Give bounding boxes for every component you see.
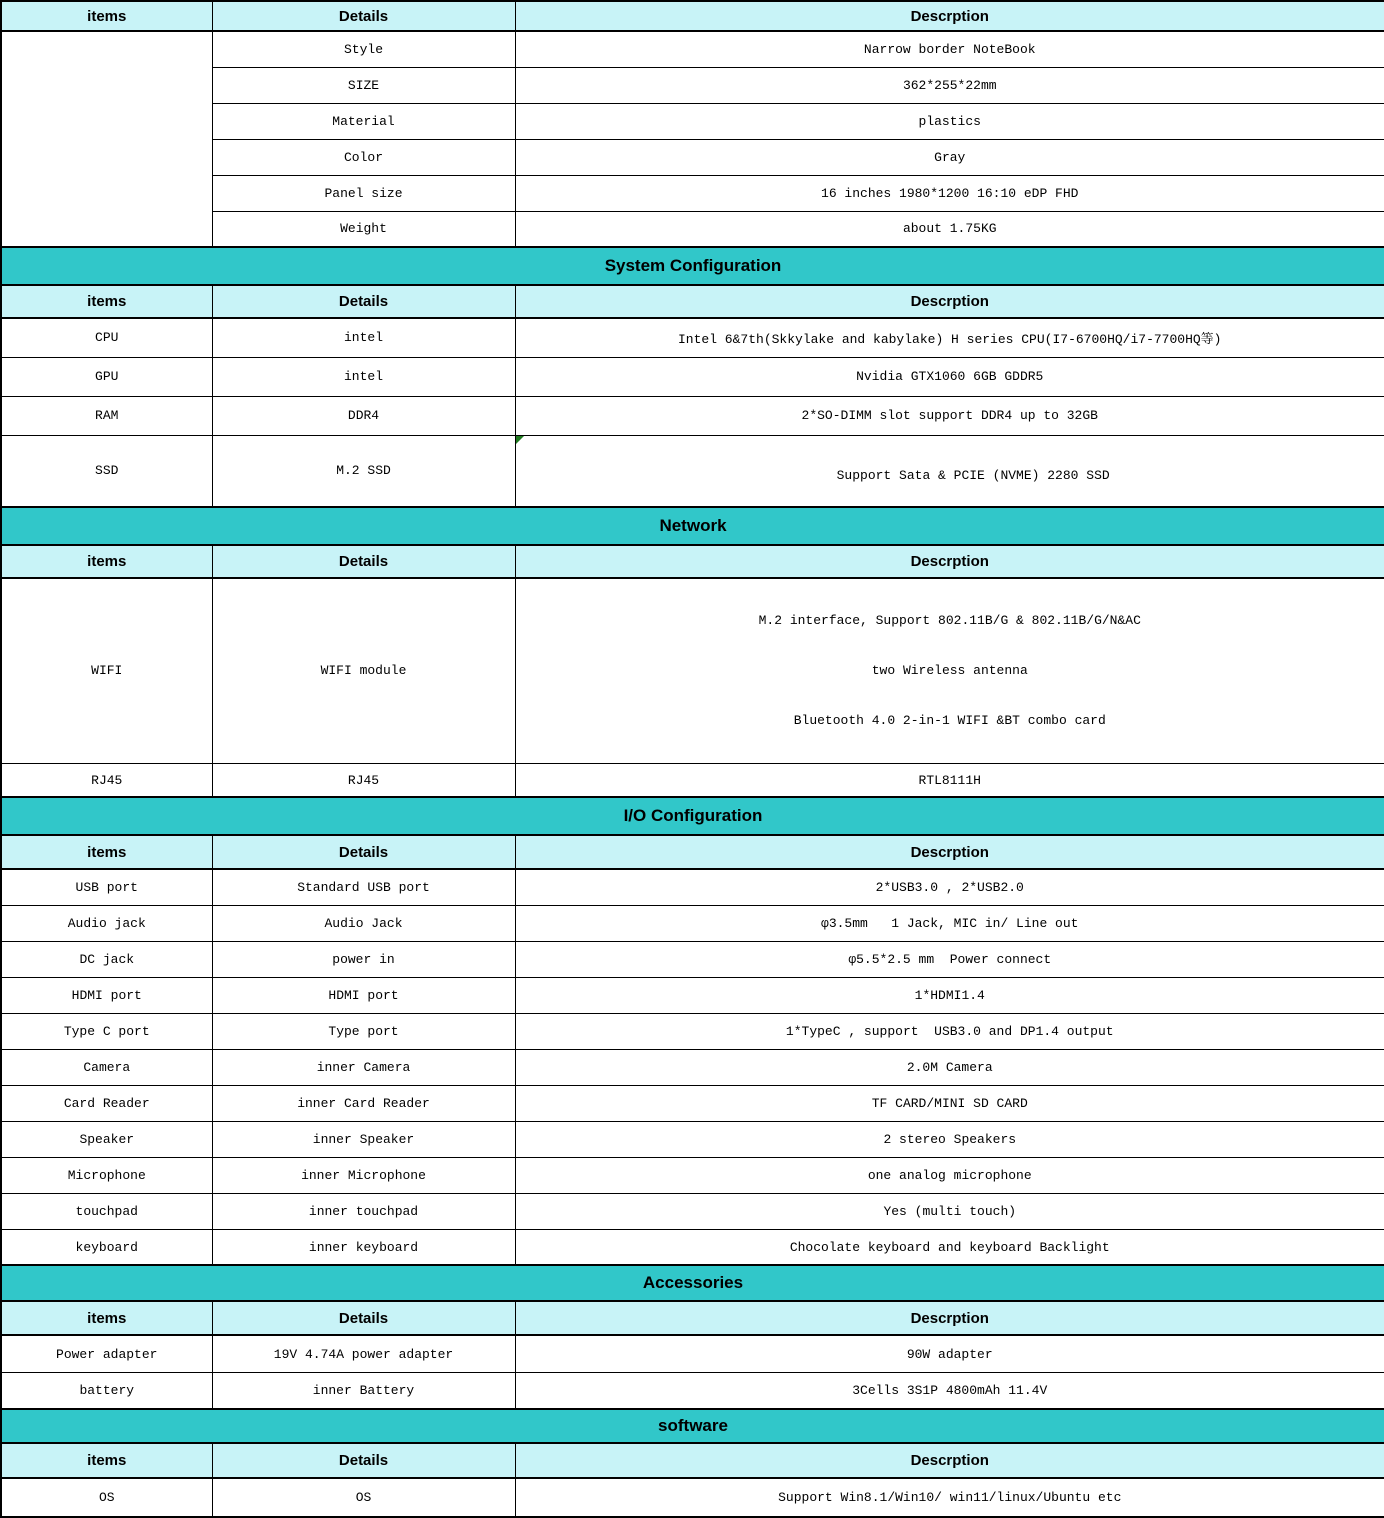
table-row-type-c-port: [1, 1013, 1384, 1049]
column-header-description: Descrption: [515, 1443, 1384, 1478]
cell-description: φ3.5mm 1 Jack, MIC in/ Line out: [515, 905, 1384, 941]
cell-details: Color: [212, 139, 515, 175]
cell-item: GPU: [1, 357, 212, 396]
column-header-items: items: [1, 545, 212, 578]
section-title: Network: [1, 507, 1384, 545]
cell-description: 2.0M Camera: [515, 1049, 1384, 1085]
column-header-details: Details: [212, 1443, 515, 1478]
cell-details: WIFI module: [212, 578, 515, 764]
column-header-description: Descrption: [515, 835, 1384, 869]
column-header-details: Details: [212, 835, 515, 869]
section-banner-io-configuration: [1, 797, 1384, 835]
table-row-ssd: [1, 435, 1384, 507]
cell-description: 2*SO-DIMM slot support DDR4 up to 32GB: [515, 396, 1384, 435]
cell-description: 16 inches 1980*1200 16:10 eDP FHD: [515, 175, 1384, 211]
column-header-items: items: [1, 285, 212, 318]
cell-item: Audio jack: [1, 905, 212, 941]
table-row-card-reader: [1, 1085, 1384, 1121]
cell-details: inner Battery: [212, 1372, 515, 1409]
column-header-details: Details: [212, 1, 515, 31]
column-header-row: [1, 1443, 1384, 1478]
cell-item: Speaker: [1, 1121, 212, 1157]
description-text: Support Sata & PCIE (NVME) 2280 SSD: [836, 467, 1110, 483]
table-row-power-adapter: [1, 1335, 1384, 1372]
table-row-ram: [1, 396, 1384, 435]
cell-item: Card Reader: [1, 1085, 212, 1121]
table-row-usb-port: [1, 869, 1384, 905]
cell-item: Power adapter: [1, 1335, 212, 1372]
cell-item: DC jack: [1, 941, 212, 977]
cell-item: battery: [1, 1372, 212, 1409]
cell-description: 90W adapter: [515, 1335, 1384, 1372]
column-header-details: Details: [212, 285, 515, 318]
column-header-items: items: [1, 1, 212, 31]
cell-details: Material: [212, 103, 515, 139]
cell-details: 19V 4.74A power adapter: [212, 1335, 515, 1372]
cell-item: RAM: [1, 396, 212, 435]
cell-description: 362*255*22mm: [515, 67, 1384, 103]
cell-description: 2 stereo Speakers: [515, 1121, 1384, 1157]
cell-details: DDR4: [212, 396, 515, 435]
cell-details: intel: [212, 318, 515, 357]
cell-details: OS: [212, 1478, 515, 1517]
table-row-hdmi-port: [1, 977, 1384, 1013]
cell-description: plastics: [515, 103, 1384, 139]
table-row-audio-jack: [1, 905, 1384, 941]
cell-details: HDMI port: [212, 977, 515, 1013]
cell-item: SSD: [1, 435, 212, 507]
cell-item-merged-empty: [1, 31, 212, 247]
cell-description: Gray: [515, 139, 1384, 175]
section-banner-accessories: [1, 1265, 1384, 1301]
cell-description: 3Cells 3S1P 4800mAh 11.4V: [515, 1372, 1384, 1409]
section-title: System Configuration: [1, 247, 1384, 285]
cell-description: 1*HDMI1.4: [515, 977, 1384, 1013]
section-banner-software: [1, 1409, 1384, 1443]
cell-details: Standard USB port: [212, 869, 515, 905]
section-title: Accessories: [1, 1265, 1384, 1301]
cell-details: inner Card Reader: [212, 1085, 515, 1121]
column-header-details: Details: [212, 545, 515, 578]
column-header-items: items: [1, 1443, 212, 1478]
description-line: M.2 interface, Support 802.11B/G & 802.11B/G/N&AC: [758, 612, 1141, 628]
cell-item: USB port: [1, 869, 212, 905]
cell-description: 2*USB3.0 , 2*USB2.0: [515, 869, 1384, 905]
cell-details: inner keyboard: [212, 1229, 515, 1265]
cell-description: Support Win8.1/Win10/ win11/linux/Ubuntu etc: [515, 1478, 1384, 1517]
column-header-row: [1, 1, 1384, 31]
cell-details: intel: [212, 357, 515, 396]
section-banner-network: [1, 507, 1384, 545]
table-row-battery: [1, 1372, 1384, 1409]
cell-item: CPU: [1, 318, 212, 357]
cell-details: Type port: [212, 1013, 515, 1049]
cell-details: SIZE: [212, 67, 515, 103]
cell-details: power in: [212, 941, 515, 977]
column-header-description: Descrption: [515, 1301, 1384, 1335]
section-banner-system-configuration: [1, 247, 1384, 285]
column-header-items: items: [1, 1301, 212, 1335]
cell-details: Panel size: [212, 175, 515, 211]
section-title: software: [1, 1409, 1384, 1443]
cell-item: RJ45: [1, 763, 212, 797]
cell-details: Audio Jack: [212, 905, 515, 941]
table-row-rj45: [1, 763, 1384, 797]
table-row-microphone: [1, 1157, 1384, 1193]
cell-details: inner Speaker: [212, 1121, 515, 1157]
column-header-description: Descrption: [515, 285, 1384, 318]
column-header-row: [1, 545, 1384, 578]
table-row-keyboard: [1, 1229, 1384, 1265]
table-row-gpu: [1, 357, 1384, 396]
table-row-speaker: [1, 1121, 1384, 1157]
cell-details: inner touchpad: [212, 1193, 515, 1229]
cell-description: φ5.5*2.5 mm Power connect: [515, 941, 1384, 977]
column-header-description: Descrption: [515, 1, 1384, 31]
cell-item: keyboard: [1, 1229, 212, 1265]
cell-item: touchpad: [1, 1193, 212, 1229]
cell-item: Type C port: [1, 1013, 212, 1049]
cell-item: OS: [1, 1478, 212, 1517]
table-row-dc-jack: [1, 941, 1384, 977]
table-row-style: [1, 31, 1384, 67]
cell-description: 1*TypeC , support USB3.0 and DP1.4 output: [515, 1013, 1384, 1049]
cell-details: inner Microphone: [212, 1157, 515, 1193]
cell-description: TF CARD/MINI SD CARD: [515, 1085, 1384, 1121]
table-row-camera: [1, 1049, 1384, 1085]
cell-description: Chocolate keyboard and keyboard Backlight: [515, 1229, 1384, 1265]
section-title: I/O Configuration: [1, 797, 1384, 835]
cell-details: inner Camera: [212, 1049, 515, 1085]
cell-description: about 1.75KG: [515, 211, 1384, 247]
cell-description: Yes (multi touch): [515, 1193, 1384, 1229]
column-header-row: [1, 1301, 1384, 1335]
column-header-row: [1, 835, 1384, 869]
cell-item: HDMI port: [1, 977, 212, 1013]
cell-details: M.2 SSD: [212, 435, 515, 507]
cell-description: [515, 578, 1384, 764]
column-header-description: Descrption: [515, 545, 1384, 578]
cell-item: Microphone: [1, 1157, 212, 1193]
column-header-items: items: [1, 835, 212, 869]
cell-description: Narrow border NoteBook: [515, 31, 1384, 67]
table-row-touchpad: [1, 1193, 1384, 1229]
cell-description: RTL8111H: [515, 763, 1384, 797]
cell-description: [515, 435, 1384, 507]
table-row-cpu: [1, 318, 1384, 357]
cell-details: Weight: [212, 211, 515, 247]
table-row-wifi: [1, 578, 1384, 764]
cell-details: RJ45: [212, 763, 515, 797]
cell-description: one analog microphone: [515, 1157, 1384, 1193]
cell-description: Intel 6&7th(Skkylake and kabylake) H series CPU(I7-6700HQ/i7-7700HQ等): [515, 318, 1384, 357]
description-line: Bluetooth 4.0 2-in-1 WIFI &BT combo card: [793, 712, 1106, 728]
cell-details: Style: [212, 31, 515, 67]
column-header-details: Details: [212, 1301, 515, 1335]
table-row-os: [1, 1478, 1384, 1517]
cell-item: WIFI: [1, 578, 212, 764]
excel-error-flag-icon: [516, 436, 524, 444]
description-line: two Wireless antenna: [871, 662, 1028, 678]
cell-description: Nvidia GTX1060 6GB GDDR5: [515, 357, 1384, 396]
column-header-row: [1, 285, 1384, 318]
cell-item: Camera: [1, 1049, 212, 1085]
